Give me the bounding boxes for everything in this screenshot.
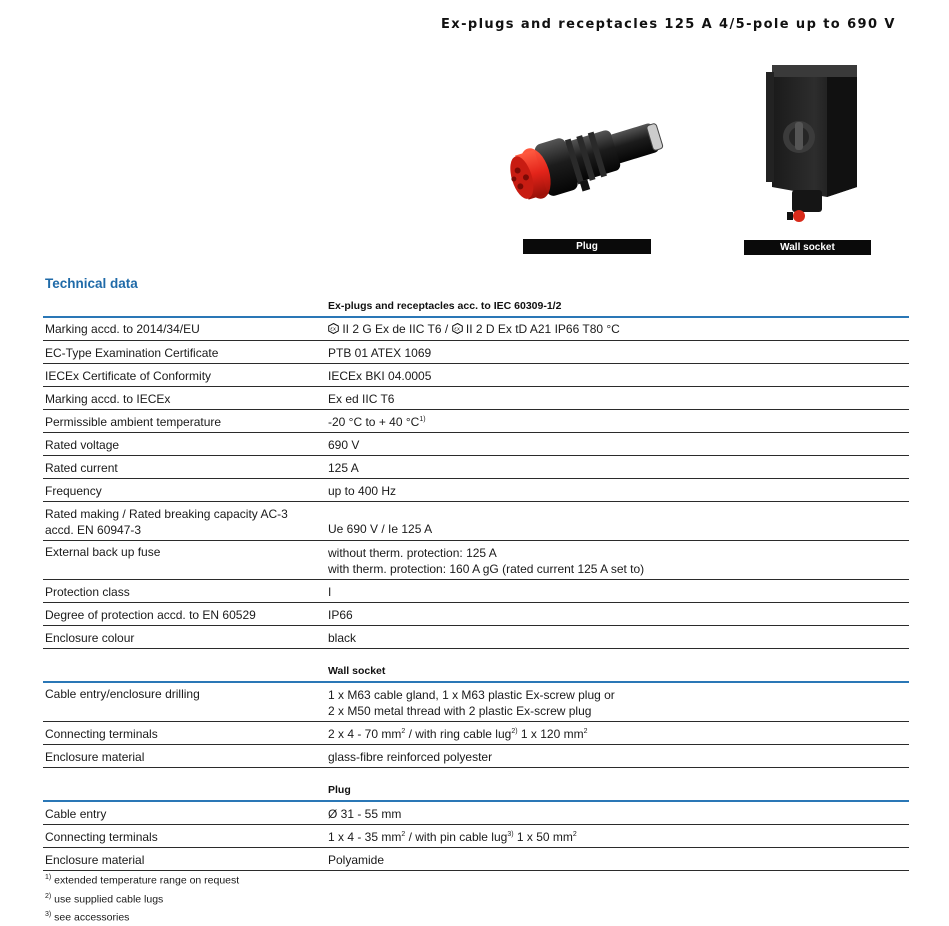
table-row — [43, 410, 909, 433]
row-label: Enclosure material — [45, 853, 145, 867]
row-value: 2 x 4 - 70 $mm^2$ / with ring cable lug$^{2)}$ 1 x 120 $mm^2$ — [328, 727, 588, 741]
row-value: I — [328, 585, 332, 599]
ex-hexagon-icon — [452, 323, 463, 334]
table-row — [43, 745, 909, 768]
row-label: Permissible ambient temperature — [45, 415, 222, 429]
row-value: without therm. protection: 125 A with therm. protection: 160 A gG (rated current 125 A set to) — [328, 546, 645, 576]
wall-socket-product — [742, 62, 872, 257]
table-row — [43, 580, 909, 603]
row-value: Polyamide — [328, 853, 385, 867]
table-row — [43, 825, 909, 848]
table-row — [43, 626, 909, 649]
row-value: glass-fibre reinforced polyester — [328, 750, 493, 764]
table-row — [43, 722, 909, 745]
table-row — [43, 318, 909, 341]
row-label: Marking accd. to 2014/34/EU — [45, 322, 200, 336]
technical-data-table — [43, 296, 909, 871]
table-row — [43, 541, 909, 580]
table-row — [43, 341, 909, 364]
row-label: Degree of protection accd. to EN 60529 — [45, 608, 256, 622]
table-row — [43, 502, 909, 541]
row-label: External back up fuse — [45, 545, 161, 559]
table-row — [43, 603, 909, 626]
svg-text:εx: εx — [330, 326, 336, 333]
row-value: Ø 31 - 55 mm — [328, 807, 402, 821]
row-label: Cable entry/enclosure drilling — [45, 687, 200, 701]
group-header-plug: Plug — [43, 780, 909, 802]
row-value: 1 x M63 cable gland, 1 x M63 plastic Ex-screw plug or 2 x M50 metal thread with 2 plastic Ex-screw plug — [328, 688, 615, 718]
row-value: Ue 690 V / Ie 125 A — [328, 522, 433, 536]
ex-hexagon-icon — [328, 323, 339, 334]
row-value: up to 400 Hz — [328, 484, 397, 498]
group-header-general: Ex-plugs and receptacles acc. to IEC 60309-1/2 — [43, 296, 909, 318]
row-value: IP66 — [328, 608, 353, 622]
row-label: Connecting terminals — [45, 727, 158, 741]
table-row — [43, 456, 909, 479]
row-value: 690 V — [328, 438, 360, 452]
page-title: Ex-plugs and receptacles 125 A 4/5-pole up to 690 V — [441, 17, 896, 32]
table-row — [43, 683, 909, 722]
row-value: Ex ed IIC T6 — [328, 392, 395, 406]
row-value: black — [328, 631, 357, 645]
footnote: $^{1)}$ extended temperature range on request — [45, 874, 240, 887]
table-row — [43, 479, 909, 502]
footnotes — [45, 870, 239, 926]
row-value: 1 x 4 - 35 $mm^2$ / with pin cable lug$^{3)}$ 1 x 50 $mm^2$ — [328, 830, 577, 844]
row-label: Frequency — [45, 484, 102, 498]
footnote: $^{3)}$ see accessories — [45, 911, 130, 924]
row-label: Cable entry — [45, 807, 107, 821]
group-header-wall-socket: Wall socket — [43, 661, 909, 683]
table-row — [43, 433, 909, 456]
table-row — [43, 364, 909, 387]
plug-caption: Plug — [523, 239, 651, 254]
row-label: IECEx Certificate of Conformity — [45, 369, 212, 383]
row-label: Enclosure colour — [45, 631, 135, 645]
table-row — [43, 848, 909, 871]
section-title: Technical data — [45, 276, 138, 291]
table-row — [43, 387, 909, 410]
table-row — [43, 802, 909, 825]
wall-socket-caption: Wall socket — [744, 240, 871, 255]
row-label: Enclosure material — [45, 750, 145, 764]
row-value: 125 A — [328, 461, 359, 475]
row-label: Rated voltage — [45, 438, 120, 452]
wall-socket-image — [742, 62, 872, 232]
row-value: IECEx BKI 04.0005 — [328, 369, 432, 383]
plug-product — [505, 95, 670, 255]
row-label: EC-Type Examination Certificate — [45, 346, 219, 360]
row-label: Rated current — [45, 461, 118, 475]
row-label: Marking accd. to IECEx — [45, 392, 171, 406]
plug-image — [505, 95, 670, 230]
row-value: -20 °C to + 40 $^\circ C^{1)}$ — [328, 415, 426, 429]
row-label: Connecting terminals — [45, 830, 158, 844]
svg-text:εx: εx — [453, 326, 460, 333]
row-label: Protection class — [45, 585, 130, 599]
row-label: Rated making / Rated breaking capacity AC-3 accd. EN 60947-3 — [45, 507, 288, 537]
footnote: $^{2)}$ use supplied cable lugs — [45, 892, 164, 905]
row-value: εx II 2 G Ex de IIC T6 / εx II 2 D Ex tD A21 IP66 T80 °C — [328, 322, 620, 336]
row-value: PTB 01 ATEX 1069 — [328, 346, 432, 360]
